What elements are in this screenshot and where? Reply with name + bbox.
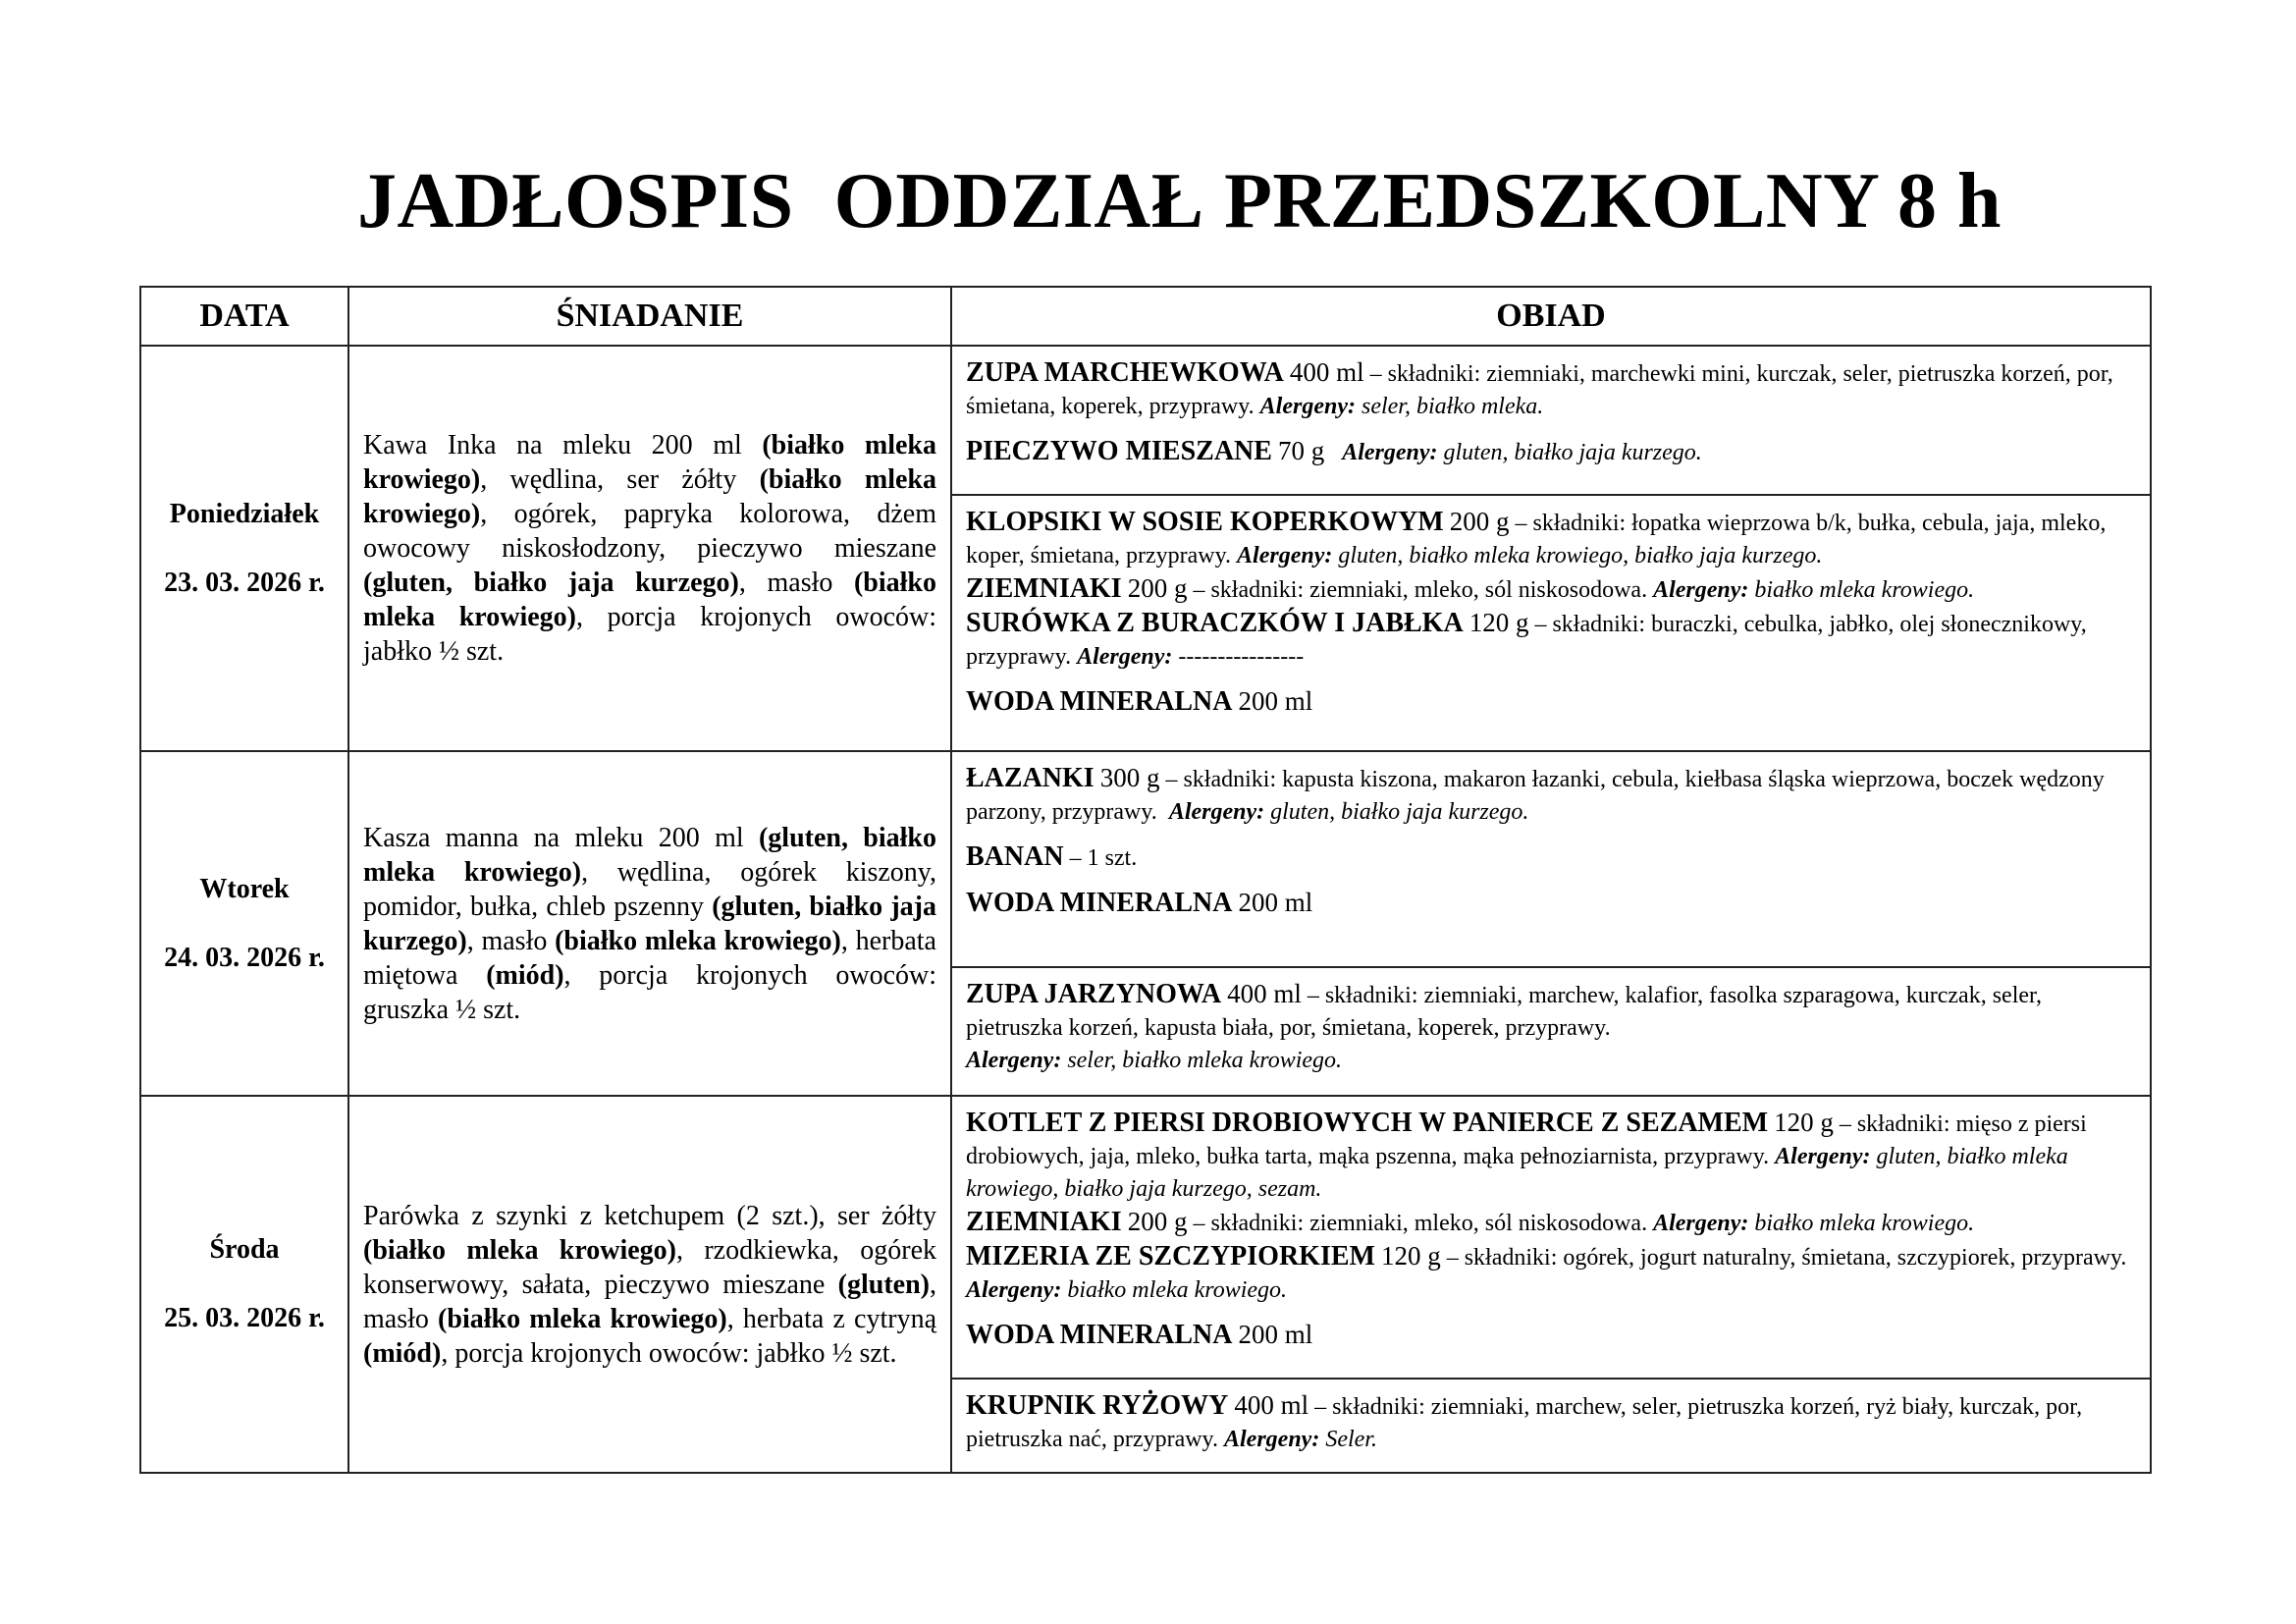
allergen-note: (gluten, białko jaja kurzego)	[363, 891, 936, 956]
dish-name: KOTLET Z PIERSI DROBIOWYCH W PANIERCE Z SEZAMEM	[966, 1108, 1769, 1138]
day-date: 24. 03. 2026 r.	[164, 942, 325, 973]
breakfast-text: , herbata z cytryną	[726, 1303, 936, 1334]
breakfast-text: , masło	[363, 1269, 936, 1334]
breakfast-text: , ogórek, papryka kolorowa, dżem owocowy niskosłodzony, pieczywo mieszane	[363, 499, 936, 564]
allergen-note: (gluten, białko mleka krowiego)	[363, 822, 936, 888]
dish-name: ZIEMNIAKI	[966, 573, 1122, 604]
dish-quantity: 120 g	[1468, 608, 1529, 637]
dish-quantity: 200 ml	[1238, 686, 1313, 716]
dish-name: KLOPSIKI W SOSIE KOPERKOWYM	[966, 507, 1444, 537]
breakfast-text: , porcja krojonych owoców: jabłko ½ szt.	[363, 602, 936, 667]
dish-ingredients: – 1 szt.	[1063, 845, 1138, 871]
date-cell	[140, 1096, 348, 1473]
allergens	[1237, 543, 1822, 568]
table-row	[140, 1096, 2151, 1379]
table-row	[140, 751, 2151, 967]
breakfast-text: Kawa Inka na mleku 200 ml	[363, 430, 763, 460]
allergens-label: Alergeny:	[1342, 440, 1438, 465]
allergen-note: (miód)	[486, 959, 564, 991]
allergens-label: Alergeny:	[1237, 543, 1333, 568]
dish-quantity: 200 g	[1127, 573, 1188, 603]
dish-ingredients: – składniki: ziemniaki, marchew, kalafior, fasolka szparagowa, kurczak, seler, pietruszka korzeń, kapusta biała, por, śmietana, koperek, przyprawy.	[966, 983, 2049, 1041]
breakfast-cell	[348, 346, 951, 751]
allergens	[1077, 644, 1304, 670]
breakfast-cell	[348, 751, 951, 1096]
table-row	[140, 346, 2151, 495]
header-row	[140, 287, 2151, 346]
allergen-note: (białko mleka krowiego)	[555, 925, 841, 956]
lunch-cell	[951, 346, 2151, 495]
allergens-value: białko mleka krowiego.	[1754, 577, 1975, 603]
dish-quantity: 300 g	[1099, 763, 1160, 792]
menu-table	[139, 286, 2152, 1474]
allergens	[1342, 440, 1702, 465]
breakfast-text: , porcja krojonych owoców: gruszka ½ szt.	[363, 959, 937, 1025]
allergens-value: białko mleka krowiego.	[1067, 1277, 1288, 1303]
allergens-label: Alergeny:	[1653, 1211, 1749, 1236]
header-lunch: OBIAD	[951, 287, 2151, 346]
dish-item	[966, 572, 2136, 607]
dish-ingredients: – składniki: ogórek, jogurt naturalny, śmietana, szczypiorek, przyprawy.	[1440, 1245, 2133, 1271]
dish-item	[966, 1107, 2136, 1206]
lunch-cell	[951, 967, 2151, 1096]
breakfast-text: Kasza manna na mleku 200 ml	[363, 822, 759, 853]
allergens-label: Alergeny:	[1775, 1144, 1871, 1169]
allergens-value: ----------------	[1178, 644, 1305, 670]
allergens-label: Alergeny:	[1653, 577, 1749, 603]
allergens-label: Alergeny:	[1259, 394, 1356, 419]
date-cell	[140, 346, 348, 751]
dish-quantity: 120 g	[1380, 1241, 1441, 1271]
dish-quantity: 120 g	[1774, 1108, 1834, 1137]
allergens	[966, 1048, 1342, 1073]
dish-item	[966, 1389, 2136, 1456]
allergens	[1260, 394, 1544, 419]
dish-name: ZUPA JARZYNOWA	[966, 979, 1222, 1009]
dish-ingredients: – składniki: ziemniaki, mleko, sól niskosodowa.	[1187, 577, 1654, 603]
breakfast-text: Parówka z szynki z ketchupem (2 szt.), ser żółty	[363, 1200, 936, 1231]
allergens-value: seler, białko mleka krowiego.	[1067, 1048, 1343, 1073]
dish-ingredients	[1324, 440, 1342, 465]
allergens-label: Alergeny:	[1168, 799, 1265, 825]
dish-item	[966, 887, 2136, 921]
dish-name: SURÓWKA Z BURACZKÓW I JABŁKA	[966, 608, 1464, 638]
breakfast-text: , rzodkiewka, ogórek konserwowy, sałata, pieczywo mieszane	[363, 1234, 936, 1300]
allergens	[1169, 799, 1529, 825]
dish-ingredients: – składniki: łopatka wieprzowa b/k, bułka, cebula, jaja, mleko, koper, śmietana, przyprawy.	[966, 511, 2112, 568]
allergens-value: gluten, białko jaja kurzego.	[1270, 799, 1529, 825]
day-name: Wtorek	[199, 873, 290, 904]
allergens-value: gluten, białko mleka krowiego, białko jaja kurzego.	[1338, 543, 1823, 568]
dish-quantity: 400 ml	[1234, 1390, 1309, 1420]
breakfast-text: , masło	[738, 568, 854, 598]
dish-item	[966, 1240, 2136, 1307]
dish-name: WODA MINERALNA	[966, 686, 1233, 717]
dish-item	[966, 978, 2136, 1077]
allergens-value: Seler.	[1325, 1427, 1377, 1452]
dish-quantity: 200 ml	[1238, 888, 1313, 917]
header-breakfast: ŚNIADANIE	[348, 287, 951, 346]
allergen-note: (miód)	[363, 1337, 442, 1369]
dish-item	[966, 762, 2136, 829]
dish-name: PIECZYWO MIESZANE	[966, 436, 1272, 466]
breakfast-cell	[348, 1096, 951, 1473]
dish-quantity: 200 ml	[1238, 1320, 1313, 1349]
day-name: Poniedziałek	[169, 498, 320, 529]
day-date: 23. 03. 2026 r.	[164, 567, 325, 598]
dish-item	[966, 607, 2136, 674]
allergens-value: seler, białko mleka.	[1361, 394, 1544, 419]
allergens-value: gluten, białko mleka krowiego, białko jaja kurzego, sezam.	[966, 1144, 2068, 1202]
breakfast-text: , herbata miętowa	[363, 925, 936, 991]
allergens-label: Alergeny:	[1077, 644, 1173, 670]
dish-quantity: 400 ml	[1227, 979, 1302, 1008]
dish-name: KRUPNIK RYŻOWY	[966, 1390, 1229, 1421]
dish-ingredients: – składniki: ziemniaki, mleko, sól niskosodowa.	[1187, 1211, 1654, 1236]
allergen-note: (białko mleka krowiego)	[363, 568, 936, 632]
day-name: Środa	[209, 1234, 280, 1265]
dish-ingredients: – składniki: mięso z piersi drobiowych, jaja, mleko, bułka tarta, mąka pszenna, mąka pełnoziarnista, przyprawy.	[966, 1111, 2093, 1169]
allergens-value: białko mleka krowiego.	[1754, 1211, 1975, 1236]
allergens-value: gluten, białko jaja kurzego.	[1443, 440, 1702, 465]
lunch-cell	[951, 1379, 2151, 1473]
dish-name: ZIEMNIAKI	[966, 1207, 1122, 1237]
allergens-label: Alergeny:	[966, 1277, 1062, 1303]
allergens-label: Alergeny:	[1224, 1427, 1320, 1452]
dish-name: BANAN	[966, 841, 1064, 872]
dish-item	[966, 685, 2136, 720]
dish-item	[966, 506, 2136, 572]
allergen-note: (białko mleka krowiego)	[438, 1303, 727, 1334]
dish-ingredients: – składniki: kapusta kiszona, makaron łazanki, cebula, kiełbasa śląska wieprzowa, boczek wędzony parzony, przyprawy.	[966, 767, 2110, 825]
dish-quantity: 200 g	[1127, 1207, 1188, 1236]
allergens	[1653, 577, 1974, 603]
dish-item	[966, 356, 2136, 423]
dish-name: MIZERIA ZE SZCZYPIORKIEM	[966, 1241, 1375, 1272]
dish-ingredients: – składniki: ziemniaki, marchew, seler, pietruszka korzeń, ryż biały, kurczak, por, pietruszka nać, przyprawy.	[966, 1394, 2089, 1452]
allergens	[1653, 1211, 1974, 1236]
lunch-cell	[951, 751, 2151, 967]
dish-quantity: 200 g	[1449, 507, 1510, 536]
lunch-cell	[951, 495, 2151, 751]
date-cell	[140, 751, 348, 1096]
dish-name: ŁAZANKI	[966, 763, 1095, 793]
dish-name: WODA MINERALNA	[966, 1320, 1233, 1350]
dish-item	[966, 840, 2136, 875]
dish-item	[966, 1206, 2136, 1240]
breakfast-text: , masło	[466, 925, 556, 956]
allergen-note: (białko mleka krowiego)	[363, 464, 936, 529]
allergen-note: (białko mleka krowiego)	[363, 430, 936, 495]
header-date: DATA	[140, 287, 348, 346]
dish-name: WODA MINERALNA	[966, 888, 1233, 918]
allergens-label: Alergeny:	[966, 1048, 1062, 1073]
breakfast-text: , wędlina, ser żółty	[480, 464, 760, 495]
dish-quantity: 400 ml	[1289, 357, 1364, 387]
lunch-cell	[951, 1096, 2151, 1379]
dish-name: ZUPA MARCHEWKOWA	[966, 357, 1284, 388]
page-title: JADŁOSPIS ODDZIAŁ PRZEDSZKOLNY 8 h	[357, 158, 2002, 244]
breakfast-text: , wędlina, ogórek kiszony, pomidor, bułka, chleb pszenny	[363, 856, 936, 922]
dish-ingredients: – składniki: ziemniaki, marchewki mini, kurczak, seler, pietruszka korzeń, por, śmietana, koperek, przyprawy.	[966, 361, 2119, 419]
allergen-note: (gluten)	[837, 1269, 930, 1300]
dish-quantity: 70 g	[1277, 436, 1325, 465]
dish-ingredients: – składniki: buraczki, cebulka, jabłko, olej słonecznikowy, przyprawy.	[966, 612, 2093, 670]
breakfast-text: , porcja krojonych owoców: jabłko ½ szt.	[441, 1337, 897, 1369]
day-date: 25. 03. 2026 r.	[164, 1303, 325, 1333]
allergen-note: (gluten, białko jaja kurzego)	[363, 568, 739, 598]
allergens	[966, 1277, 1287, 1303]
allergen-note: (białko mleka krowiego)	[363, 1234, 677, 1266]
dish-item	[966, 435, 2136, 469]
allergens	[1224, 1427, 1377, 1452]
dish-item	[966, 1319, 2136, 1353]
